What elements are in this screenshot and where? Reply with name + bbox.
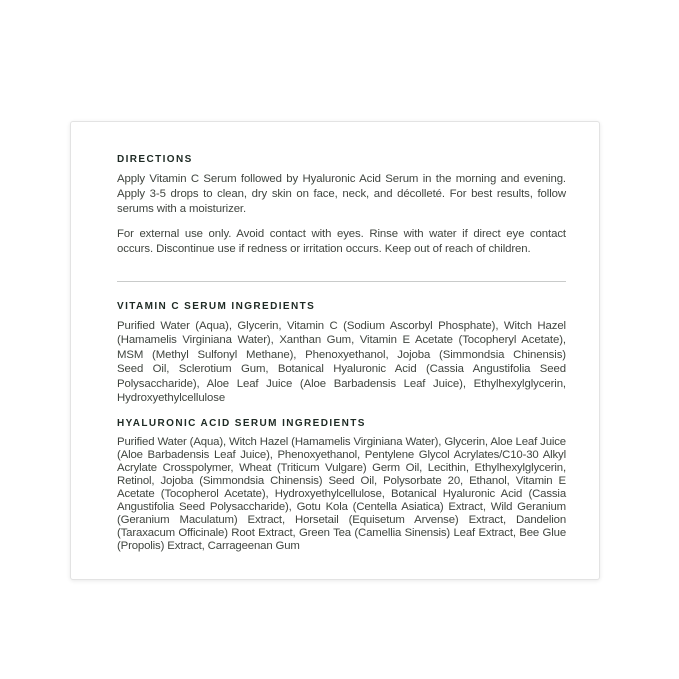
directions-section bbox=[117, 154, 566, 257]
hyaluronic-acid-ingredients-text: Purified Water (Aqua), Witch Hazel (Hamamelis Virginiana Water), Glycerin, Aloe Leaf Juice (Aloe Barbadensis Leaf Juice), Phenoxyethanol, Pentylene Glycol Acrylates/C10-30 Alkyl Acrylate Crosspolymer, Wheat (Triticum Vulgare) Germ Oil, Lecithin, Ethylhexylglycerin, Retinol, Jojoba (Simmondsia Chinensis) Seed Oil, Polysorbate 20, Ethanol, Vitamin E Acetate (Tocopherol Acetate), Hydroxyethylcellulose, Botanical Hyaluronic Acid (Cassia Angustifolia Seed Polysaccharide), Gotu Kola (Centella Asiatica) Extract, Wild Geranium (Geranium Maculatum) Extract, Horsetail (Equisetum Arvense) Extract, Dandelion (Taraxacum Officinale) Root Extract, Green Tea (Camellia Sinensis) Leaf Extract, Bee Glue (Propolis) Extract, Carrageenan Gum bbox=[117, 436, 566, 552]
directions-warning-paragraph: For external use only. Avoid contact with eyes. Rinse with water if direct eye contact occurs. Discontinue use if redness or irritation occurs. Keep out of reach of children. bbox=[117, 228, 566, 255]
directions-usage-paragraph: Apply Vitamin C Serum followed by Hyaluronic Acid Serum in the morning and evening. Apply 3-5 drops to clean, dry skin on face, neck, and décolleté. For best results, follow serums with a moisturizer. bbox=[117, 173, 566, 215]
directions-heading: DIRECTIONS bbox=[117, 154, 193, 165]
hyaluronic-acid-ingredients-heading: HYALURONIC ACID SERUM INGREDIENTS bbox=[117, 418, 366, 430]
vitamin-c-ingredients-text: Purified Water (Aqua), Glycerin, Vitamin C (Sodium Ascorbyl Phosphate), Witch Hazel (Hamamelis Virginiana Water), Xanthan Gum, Vitamin E Acetate (Tocopheryl Acetate), MSM (Methyl Sulfonyl Methane), Phenoxyethanol, Jojoba (Simmondsia Chinensis) Seed Oil, Sclerotium Gum, Botanical Hyaluronic Acid (Cassia Angustifolia Seed Polysaccharide), Aloe Leaf Juice (Aloe Barbadensis Leaf Juice), Ethylhexylglycerin, Hydroxyethylcellulose bbox=[117, 320, 566, 405]
hyaluronic-acid-ingredients-section bbox=[117, 418, 566, 552]
vitamin-c-ingredients-heading: VITAMIN C SERUM INGREDIENTS bbox=[117, 301, 316, 312]
vitamin-c-ingredients-section bbox=[117, 301, 566, 405]
product-info-card bbox=[70, 121, 600, 580]
section-divider bbox=[117, 281, 566, 282]
